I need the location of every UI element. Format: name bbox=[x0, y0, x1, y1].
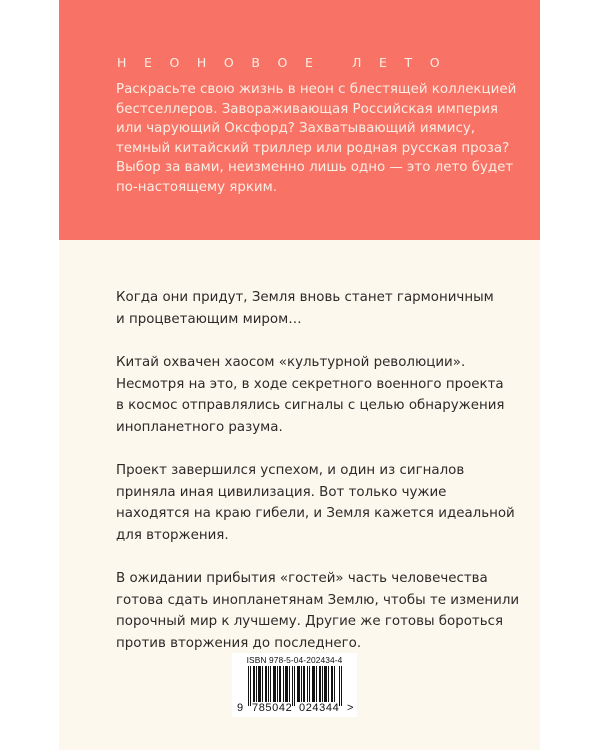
annotation-line: для вторжения. bbox=[116, 527, 229, 543]
annotation-line: Несмотря на это, в ходе секретного военного проекта bbox=[116, 376, 504, 392]
annotation-line: В ожидании прибытия «гостей» часть человечества bbox=[116, 571, 488, 586]
annotation-paragraph bbox=[116, 460, 515, 546]
annotation-paragraph bbox=[116, 568, 520, 654]
annotation-paragraph bbox=[116, 352, 505, 438]
ean-digits bbox=[232, 702, 357, 716]
book-back-cover bbox=[59, 0, 540, 750]
annotation-line: приняла иная цивилизация. Вот только чужие bbox=[116, 484, 447, 500]
annotation-line: Китай охвачен хаосом «культурной революции». bbox=[116, 355, 466, 370]
promo-line: бестселлеров. Завораживающая Российская империя bbox=[116, 101, 498, 117]
ean-right-group: 024344 bbox=[299, 702, 340, 714]
annotation-line: Когда они придут, Земля вновь станет гармоничным bbox=[116, 290, 494, 305]
book-annotation bbox=[116, 287, 520, 676]
annotation-line: против вторжения до последнего. bbox=[116, 635, 362, 651]
annotation-line: Проект завершился успехом, и один из сигналов bbox=[116, 463, 465, 478]
series-title: НЕОНОВОЕ ЛЕТО bbox=[117, 55, 458, 70]
annotation-line: готова сдать инопланетянам Землю, чтобы те изменили bbox=[116, 592, 520, 608]
ean-quiet-zone-mark: > bbox=[347, 702, 354, 714]
isbn-number: ISBN 978-5-04-202434-4 bbox=[246, 655, 343, 665]
promo-line: или чарующий Оксфорд? Захватывающий иямису, bbox=[116, 121, 475, 136]
promo-line: темный китайский триллер или родная русская проза? bbox=[116, 140, 510, 156]
series-promo-text bbox=[116, 80, 517, 197]
series-promo-panel bbox=[59, 0, 540, 240]
annotation-line: инопланетного разума. bbox=[116, 419, 283, 435]
annotation-line: и процветающим миром… bbox=[116, 311, 302, 327]
ean-left-group: 785042 bbox=[252, 702, 293, 714]
promo-line: Раскрасьте свою жизнь в неон с блестящей коллекцией bbox=[116, 82, 517, 97]
barcode-bars-icon bbox=[248, 666, 344, 706]
promo-line: Выбор за вами, неизменно лишь одно — это лето будет bbox=[116, 160, 514, 175]
isbn-barcode bbox=[232, 653, 357, 717]
promo-line: по-настоящему ярким. bbox=[116, 179, 277, 195]
annotation-paragraph bbox=[116, 287, 496, 330]
ean-first-digit: 9 bbox=[237, 702, 244, 714]
annotation-line: порочный мир к лучшему. Другие же готовы бороться bbox=[116, 614, 504, 629]
annotation-line: находятся на краю гибели, и Земля кажется идеальной bbox=[116, 506, 515, 521]
annotation-line: в космос отправлялись сигналы с целью обнаружения bbox=[116, 398, 505, 413]
